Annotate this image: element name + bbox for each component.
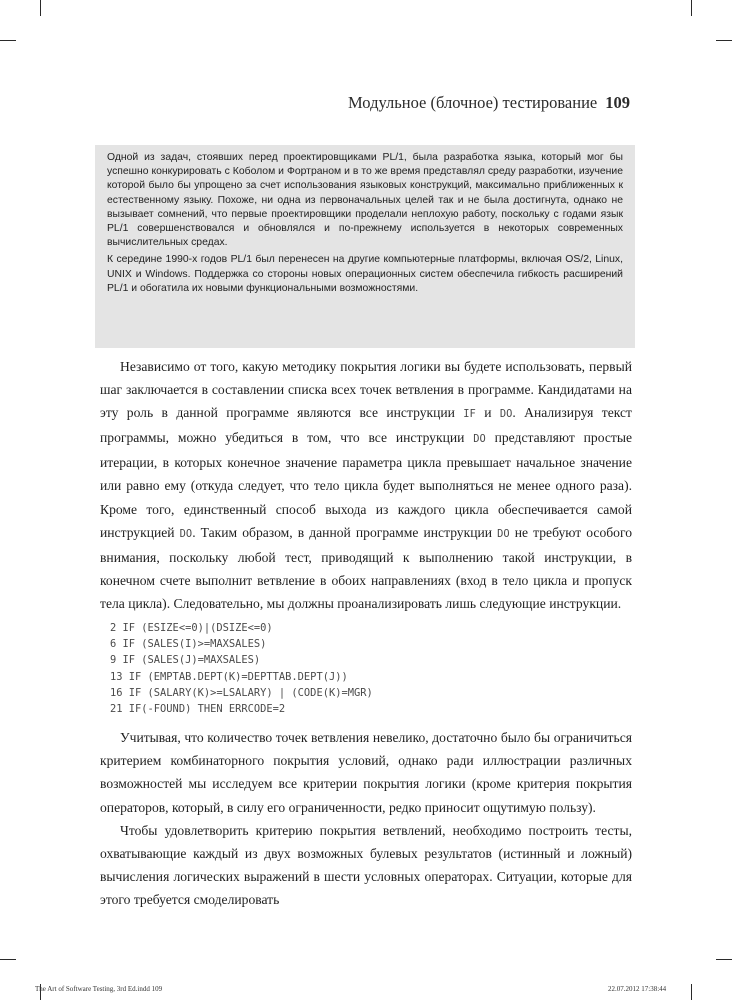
crop-mark <box>716 959 732 960</box>
text-run: Независимо от того, какую методику покрытия логики вы будете использовать, первый шаг заключается в составлении списка всех точек ветвления в программе. Кандидатами на эту роль в данной программе являются все инструкции <box>100 359 632 421</box>
code-listing <box>110 620 632 717</box>
code-line: 21 IF(-FOUND) THEN ERRCODE=2 <box>110 703 286 716</box>
crop-mark <box>691 0 692 16</box>
running-head-title: Модульное (блочное) тестирование <box>348 93 598 112</box>
sidebar-paragraph: К середине 1990-х годов PL/1 был перенесен на другие компьютерные платформы, включая OS/2, Linux, UNIX и Windows. Поддержка со стороны новых операционных систем обеспечила гибкость расширений PL/1 и обогатила их новыми функциональными возможностями. <box>107 254 623 294</box>
body-paragraph: Чтобы удовлетворить критерию покрытия ветвлений, необходимо построить тесты, охватывающие каждый из двух возможных булевых результатов (истинный и ложный) вычисления логических выражений в шести условных операторах. Ситуации, которые для этого требуется смоделировать <box>100 822 632 907</box>
inline-code: DO <box>473 433 486 446</box>
code-line: 6 IF (SALES(I)>=MAXSALES) <box>110 638 267 651</box>
code-line: 16 IF (SALARY(K)>=LSALARY) | (CODE(K)=MGR) <box>110 686 373 699</box>
code-line: 2 IF (ESIZE<=0)|(DSIZE<=0) <box>110 622 273 635</box>
main-text <box>100 355 632 911</box>
code-line: 9 IF (SALES(J)=MAXSALES) <box>110 654 261 667</box>
inline-code: IF <box>463 408 476 421</box>
text-run: представляют простые итерации, в которых конечное значение параметра цикла превышает начальное значение или равно ему (откуда следует, что тело цикла будет выполняться не менее одного раза). Кроме того, единственный способ выхода из каждого цикла обеспечивается самой инструкцией <box>100 430 632 540</box>
text-run: не требуют особого внимания, поскольку любой тест, приводящий к выполнению такой инструкции, в конечном счете выполнит ветвление в обоих направлениях (вход в тело цикла и пропуск тела цикла). Следовательно, мы должны проанализировать лишь следующие инструкции. <box>100 524 632 611</box>
sidebar-paragraph: Одной из задач, стоявших перед проектировщиками PL/1, была разработка языка, который мог бы успешно конкурировать с Коболом и Фортраном и в то же время представлял среду разработки, изучение которой было бы упрощено за счет использования языковых конструкций, максимально приближенных к естественному языку. Похоже, ни одна из первоначальных целей так и не была достигнута, однако не вызывает сомнений, что первые проектировщики проделали неплохую работу, поскольку с годами язык PL/1 совершенствовался и обновлялся и по-прежнему используется в некоторых современных вычислительных средах. <box>107 152 623 249</box>
crop-mark <box>716 40 732 41</box>
running-head <box>300 93 630 113</box>
inline-code: DO <box>499 408 513 421</box>
crop-mark <box>691 984 692 1000</box>
crop-mark <box>0 40 16 41</box>
print-slug-date: 22.07.2012 17:38:44 <box>608 985 667 993</box>
page-number: 109 <box>605 93 630 112</box>
inline-code: DO <box>179 527 193 540</box>
crop-mark <box>0 959 16 960</box>
print-slug-file: The Art of Software Testing, 3rd Ed.indd 109 <box>35 985 163 993</box>
sidebar-box <box>95 145 635 348</box>
body-paragraph: Учитывая, что количество точек ветвления невелико, достаточно было бы ограничиться критерием комбинаторного покрытия условий, однако ради иллюстрации различных возможностей мы исследуем все критерии покрытия логики (кроме критерия покрытия операторов, который, в силу его ограниченности, редко приносит ощутимую пользу). <box>100 730 632 815</box>
code-line: 13 IF (EMPTAB.DEPT(K)=DEPTTAB.DEPT(J)) <box>110 670 348 683</box>
crop-mark <box>40 0 41 16</box>
inline-code: DO <box>497 527 510 540</box>
text-run: и <box>475 405 500 421</box>
text-run: . Таким образом, в данной программе инструкции <box>192 524 498 540</box>
body-paragraph <box>100 355 632 615</box>
text-run: . Анализируя текст программы, можно убедиться в том, что все инструкции <box>100 405 632 446</box>
